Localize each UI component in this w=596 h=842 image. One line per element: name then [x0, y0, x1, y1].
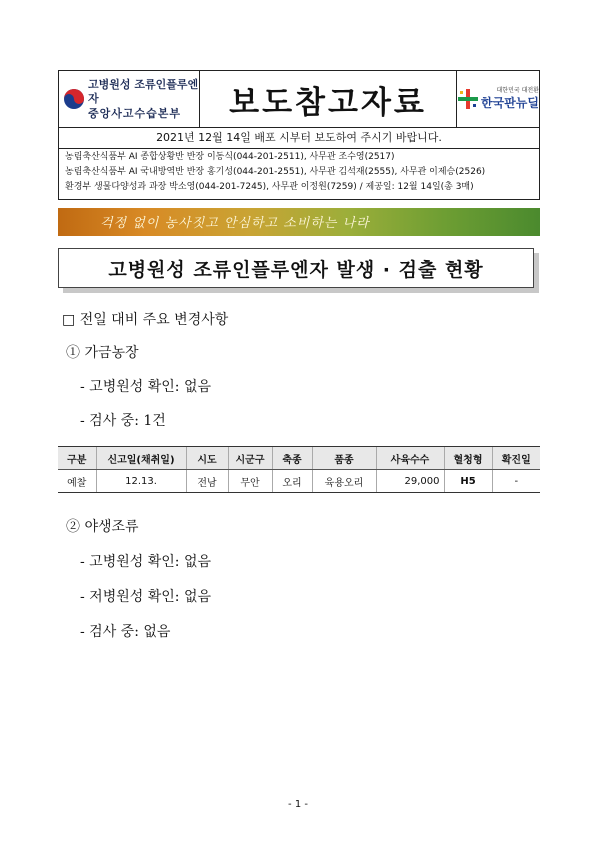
banner-text: 걱정 없이 농사짓고 안심하고 소비하는 나라	[100, 216, 370, 231]
table-cell: 12.13.	[96, 470, 186, 493]
org-name: 고병원성 조류인플루엔자	[88, 77, 199, 105]
section-heading	[62, 309, 228, 329]
new-deal-logo-cell	[457, 71, 539, 127]
release-note: 2021년 12월 14일 배포 시부터 보도하여 주시기 바랍니다.	[156, 131, 442, 144]
wild-subheading	[66, 516, 139, 536]
table-header: 시도	[186, 447, 228, 470]
table-cell: 전남	[186, 470, 228, 493]
wild-number: ②	[66, 519, 80, 535]
table-row	[58, 470, 540, 493]
list-item: - 고병원성 확인: 없음	[80, 379, 211, 395]
table-header: 신고일(채취일)	[96, 447, 186, 470]
list-item: - 저병원성 확인: 없음	[80, 589, 211, 605]
table-cell: 오리	[272, 470, 312, 493]
contact-line: 환경부 생물다양성과 과장 박소영(044-201-7245), 사무관 이정원(7259) / 제공일: 12월 14일(총 3매)	[65, 182, 474, 192]
table-cell: 29,000	[376, 470, 444, 493]
org-logo-cell	[59, 71, 200, 127]
contact-line: 농림축산식품부 AI 종합상황반 반장 이동식(044-201-2511), 사무관 조수영(2517)	[65, 152, 395, 162]
table-header: 시군구	[228, 447, 272, 470]
press-header	[58, 70, 540, 200]
table-header: 확진일	[492, 447, 540, 470]
table-header: 축종	[272, 447, 312, 470]
main-title: 고병원성 조류인플루엔자 발생 · 검출 현황	[108, 258, 484, 281]
table-header: 혈청형	[444, 447, 492, 470]
list-item: - 검사 중: 없음	[80, 624, 171, 640]
taegeuk-logo-icon	[63, 88, 85, 110]
section-marker: □	[62, 312, 76, 328]
page-number: - 1 -	[288, 799, 308, 810]
slogan-small: 대한민국 대전환	[496, 87, 539, 94]
table-cell: -	[492, 470, 540, 493]
header-divider	[59, 148, 539, 149]
table-cell: H5	[444, 470, 492, 493]
list-item: - 검사 중: 1건	[80, 413, 166, 429]
wild-title: 야생조류	[84, 519, 139, 535]
table-cell: 육용오리	[312, 470, 376, 493]
main-title-box	[58, 248, 534, 288]
section-heading-text: 전일 대비 주요 변경사항	[79, 312, 229, 328]
table-header-row	[58, 447, 540, 470]
farm-number: ①	[66, 345, 80, 361]
slogan-banner	[58, 208, 540, 236]
farm-title: 가금농장	[84, 345, 139, 361]
table-header: 구분	[58, 447, 96, 470]
list-item: - 고병원성 확인: 없음	[80, 554, 211, 570]
table-cell: 무안	[228, 470, 272, 493]
doc-title: 보도참고자료	[229, 84, 427, 121]
table-header: 사육수수	[376, 447, 444, 470]
doc-title-cell	[200, 71, 457, 127]
table-header: 품종	[312, 447, 376, 470]
slogan-big: 한국판뉴딜	[481, 96, 539, 110]
new-deal-logo-icon	[457, 88, 479, 110]
contact-line: 농림축산식품부 AI 국내방역반 반장 홍기성(044-201-2551), 사무관 김석재(2555), 사무관 이제승(2526)	[65, 167, 486, 177]
farm-subheading	[66, 342, 139, 362]
table-cell: 예찰	[58, 470, 96, 493]
org-sub-name: 중앙사고수습본부	[88, 106, 182, 120]
case-table	[58, 446, 540, 493]
